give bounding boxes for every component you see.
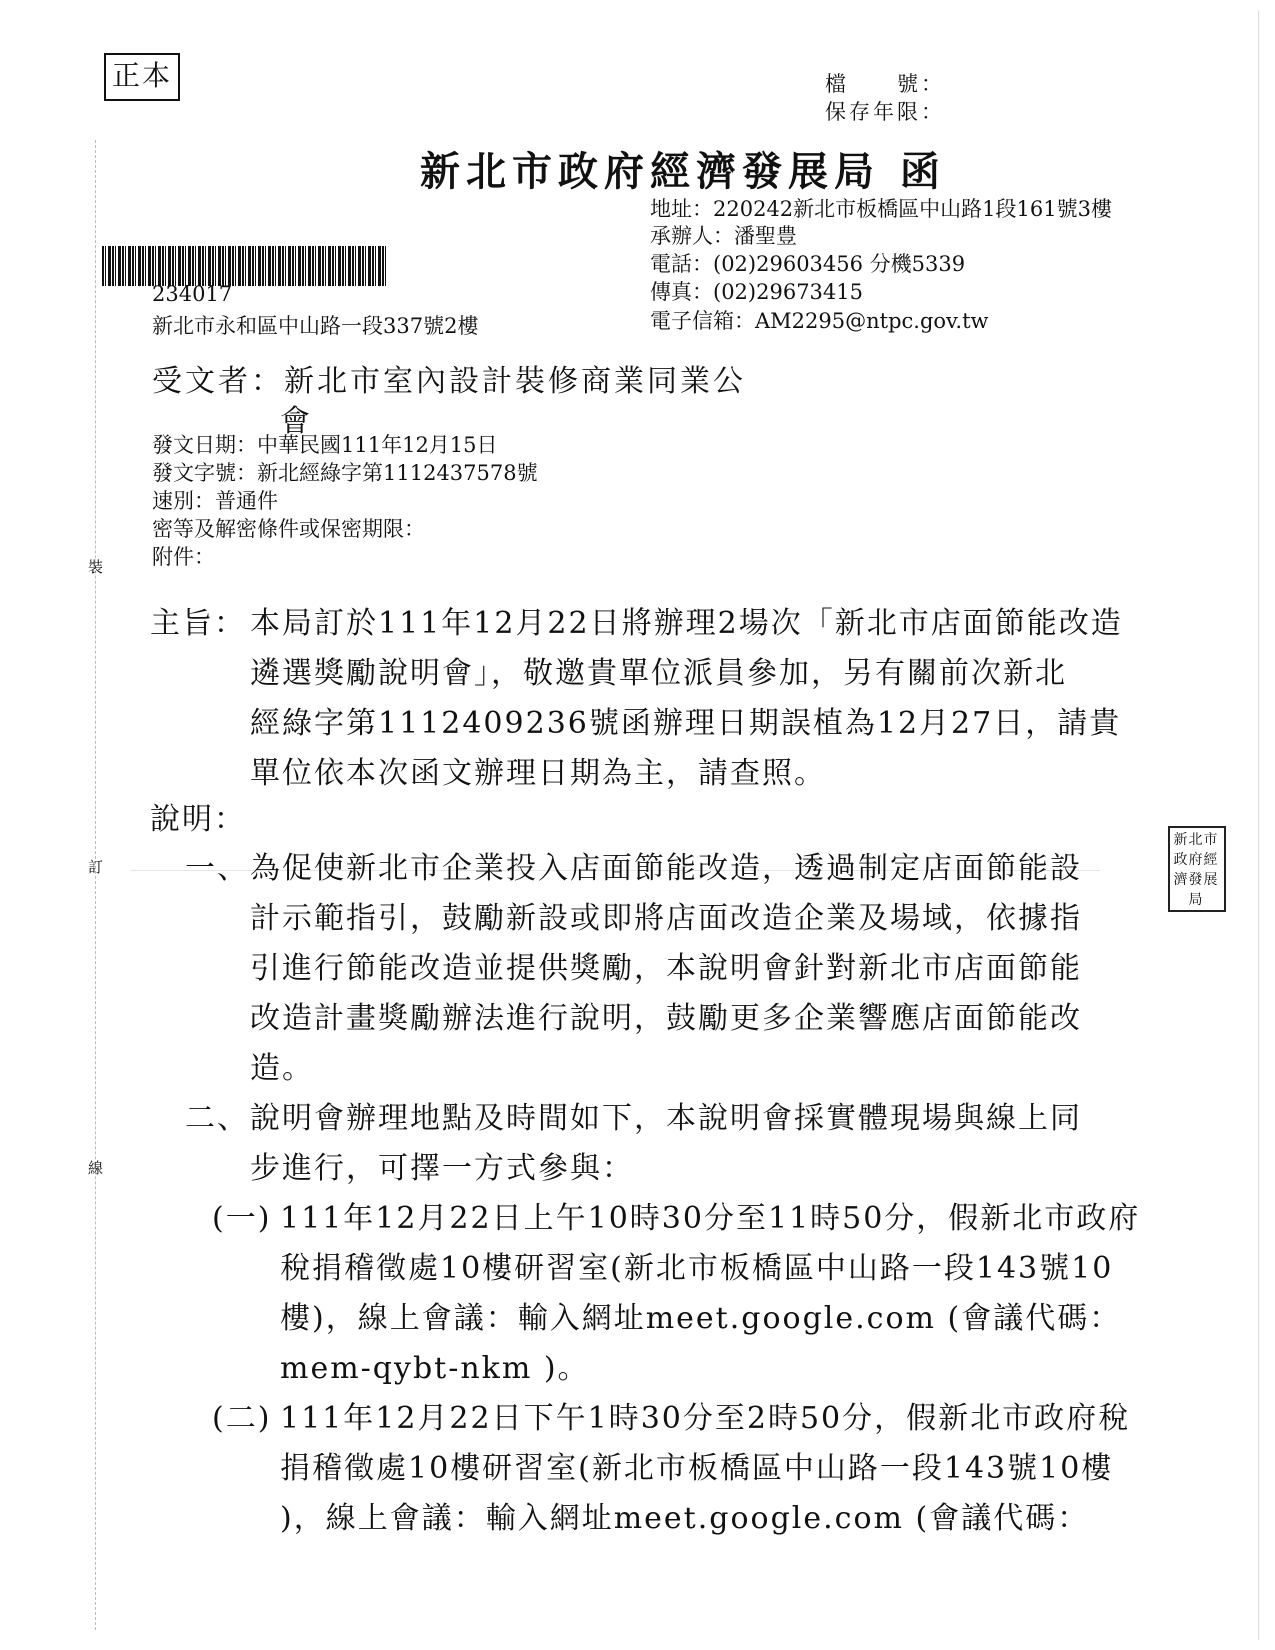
item-one-marker: 一、 <box>185 851 249 886</box>
item-two-marker: 二、 <box>185 1101 249 1136</box>
item-one-line: 引進行節能改造並提供獎勵，本說明會針對新北市店面節能 <box>250 951 1082 986</box>
binding-mark-ding: 訂 <box>88 858 104 876</box>
email-address: 電子信箱：AM2295@ntpc.gov.tw <box>650 309 989 333</box>
subject-line: 經綠字第1112409236號函辦理日期誤植為12月27日，請貴 <box>250 706 1122 741</box>
session-one-line: mem-qybt-nkm )。 <box>280 1351 590 1386</box>
session-two-line: 捐稽徵處10樓研習室(新北市板橋區中山路一段143號10樓 <box>280 1451 1114 1486</box>
reference-number: 發文字號：新北經綠字第1112437578號 <box>152 461 538 485</box>
delivery-speed: 速別：普通件 <box>152 489 278 513</box>
issue-date: 發文日期：中華民國111年12月15日 <box>152 433 498 457</box>
document-title: 新北市政府經濟發展局 函 <box>420 148 946 195</box>
original-copy-stamp: 正本 <box>104 53 180 101</box>
item-one-line: 為促使新北市企業投入店面節能改造，透過制定店面節能設 <box>250 851 1082 886</box>
binding-margin-line <box>95 140 96 1630</box>
explanation-label: 說明： <box>150 802 246 837</box>
secrecy-level: 密等及解密條件或保密期限： <box>152 517 425 541</box>
recipient-postal-code: 234017 <box>152 282 233 306</box>
phone-number: 電話：(02)29603456 分機5339 <box>650 252 966 276</box>
binding-mark-xian: 線 <box>88 1159 104 1177</box>
session-two-line: 111年12月22日下午1時30分至2時50分，假新北市政府稅 <box>280 1401 1131 1436</box>
fax-number: 傳真：(02)29673415 <box>650 280 863 304</box>
subject-line: 遴選獎勵說明會」，敬邀貴單位派員參加，另有關前次新北 <box>250 656 1067 691</box>
item-one-line: 改造計畫獎勵辦法進行說明，鼓勵更多企業響應店面節能改 <box>250 1001 1082 1036</box>
item-two-line: 說明會辦理地點及時間如下，本說明會採實體現場與線上同 <box>250 1101 1082 1136</box>
barcode <box>102 246 387 286</box>
session-one-line: 稅捐稽徵處10樓研習室(新北市板橋區中山路一段143號10 <box>280 1251 1114 1286</box>
attachment-label: 附件： <box>152 545 215 569</box>
retention-period-label: 保存年限： <box>825 100 945 124</box>
file-number-label: 檔 號： <box>825 72 945 96</box>
item-two-line: 步進行，可擇一方式參與： <box>250 1151 634 1186</box>
subject-line: 單位依本次函文辦理日期為主，請查照。 <box>250 756 826 791</box>
item-one-line: 計示範指引，鼓勵新設或即將店面改造企業及場域，依據指 <box>250 901 1082 936</box>
binding-mark-zhuang: 裝 <box>88 558 104 576</box>
session-two-marker: (二) <box>212 1401 272 1436</box>
subject-label: 主旨： <box>150 606 246 641</box>
recipient-mailing-address: 新北市永和區中山路一段337號2樓 <box>152 314 479 338</box>
agency-address: 地址：220242新北市板橋區中山路1段161號3樓 <box>650 197 1112 221</box>
handler-name: 承辦人：潘聖豊 <box>650 224 797 248</box>
session-one-line: 樓)，線上會議：輸入網址meet.google.com (會議代碼： <box>280 1301 1122 1336</box>
recipient-line: 受文者：新北市室內設計裝修商業同業公 <box>152 364 746 399</box>
session-one-marker: (一) <box>212 1201 272 1236</box>
seal-text: 新北市政府經濟發展局 <box>1173 832 1219 908</box>
page-edge-line <box>1258 10 1259 1640</box>
subject-line: 本局訂於111年12月22日將辦理2場次「新北市店面節能改造 <box>250 606 1123 641</box>
recipient-line: 會 <box>280 404 313 439</box>
item-one-line: 造。 <box>250 1051 314 1086</box>
session-one-line: 111年12月22日上午10時30分至11時50分，假新北市政府 <box>280 1201 1141 1236</box>
session-two-line: )，線上會議：輸入網址meet.google.com (會議代碼： <box>280 1501 1090 1536</box>
agency-seal <box>1168 826 1226 912</box>
